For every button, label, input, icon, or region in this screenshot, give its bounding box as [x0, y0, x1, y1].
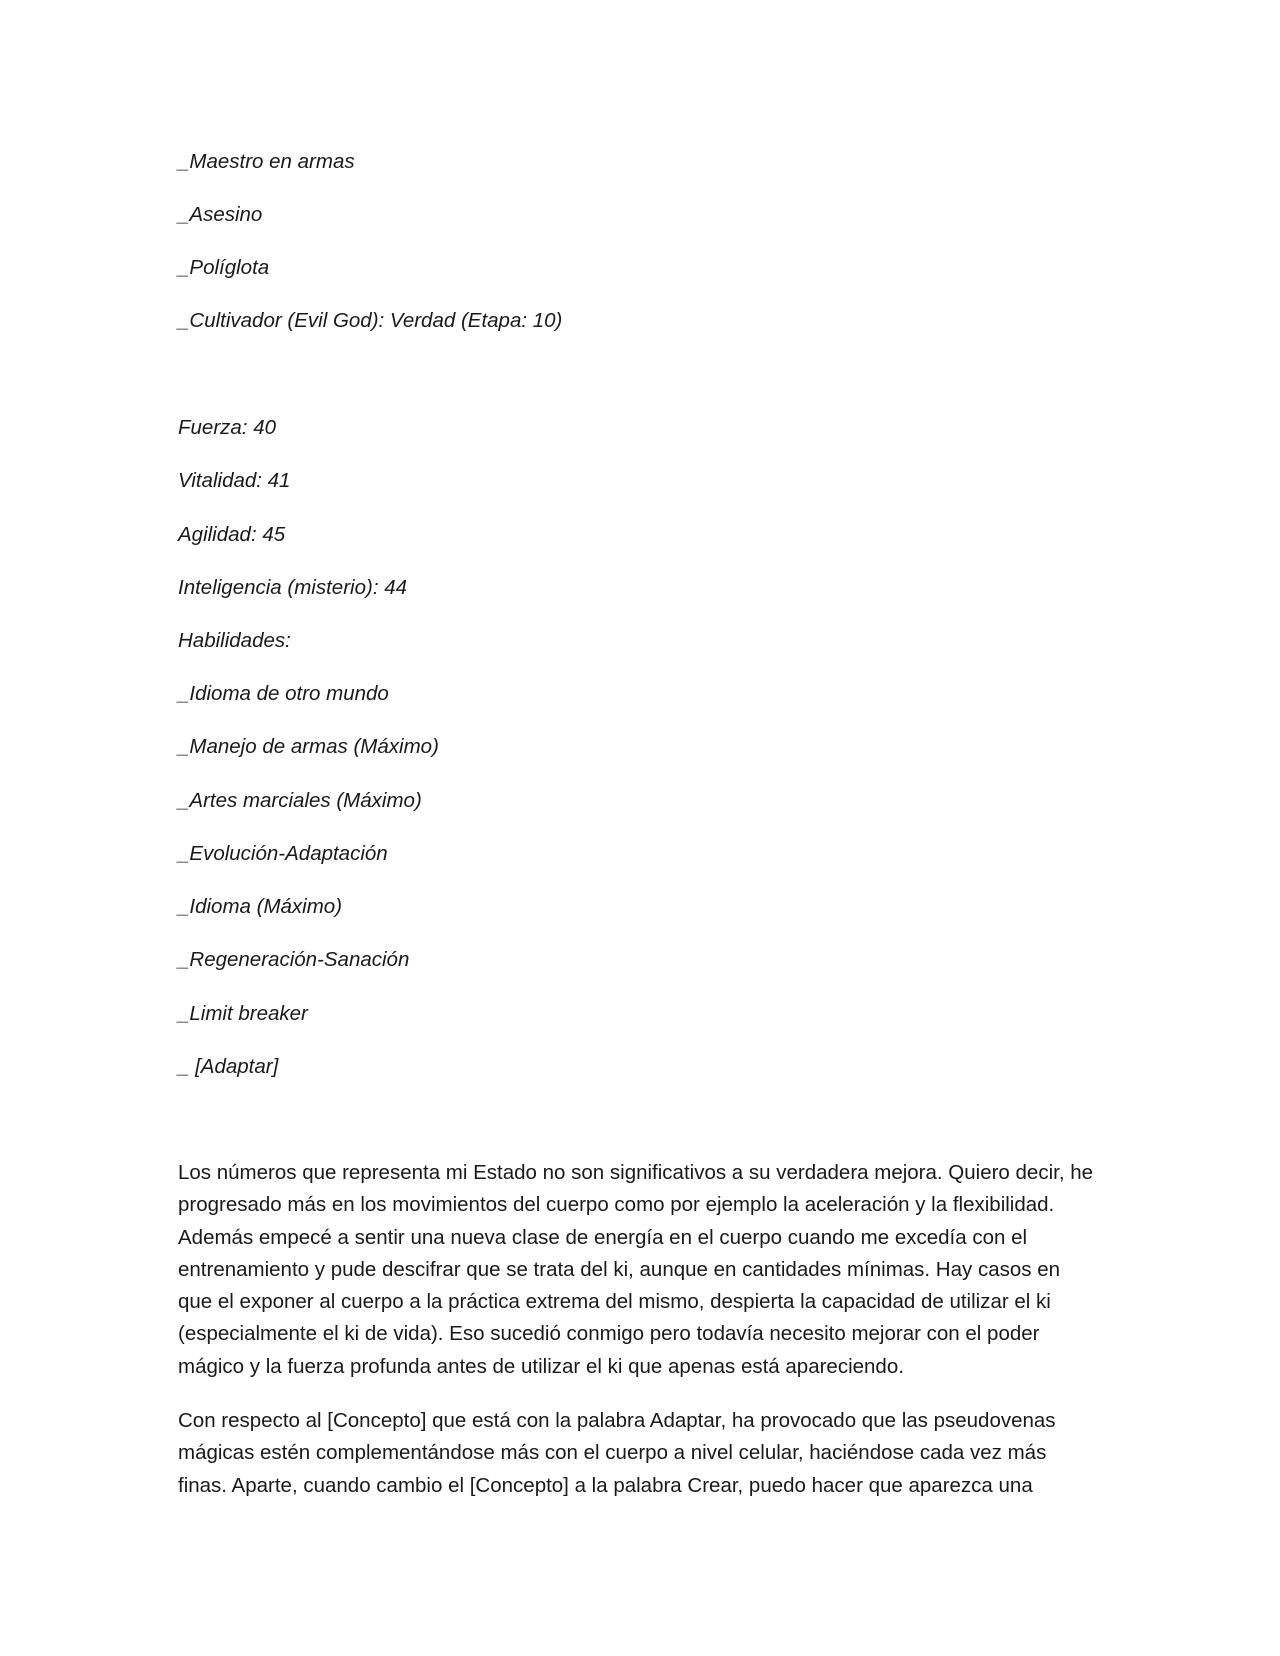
skill-item: _Evolución-Adaptación [178, 842, 388, 865]
title-item: _Cultivador (Evil God): Verdad (Etapa: 10) [178, 309, 563, 332]
stat-line: Inteligencia (misterio): 44 [178, 576, 408, 599]
title-item: _Asesino [178, 203, 263, 226]
stat-line: Fuerza: 40 [178, 416, 276, 439]
body-paragraph: Con respecto al [Concepto] que está con la palabra Adaptar, ha provocado que las pseudovenas mágicas estén complementándose más con el cuerpo a nivel celular, haciéndose cada vez más finas. Aparte, cuando cambio el [Concepto] a la palabra Crear, puedo hacer que aparezca una [178, 1409, 1056, 1497]
skill-item: _ [Adaptar] [178, 1055, 279, 1078]
skill-item: _Idioma de otro mundo [178, 682, 389, 705]
body-paragraph: Los números que representa mi Estado no son significativos a su verdadera mejora. Quiero decir, he progresado más en los movimientos del cuerpo como por ejemplo la aceleración y la flexibilidad. Además empecé a sentir una nueva clase de energía en el cuerpo cuando me excedía con el entrenamiento y pude descifrar que se trata del ki, aunque en cantidades mínimas. Hay casos en que el exponer al cuerpo a la práctica extrema del mismo, despierta la capacidad de utilizar el ki (especialmente el ki de vida). Eso sucedió conmigo pero todavía necesito mejorar con el poder mágico y la fuerza profunda antes de utilizar el ki que apenas está apareciendo. [178, 1161, 1094, 1378]
stat-line: Vitalidad: 41 [178, 469, 291, 492]
stat-line: Agilidad: 45 [178, 523, 286, 546]
skill-item: _Idioma (Máximo) [178, 895, 343, 918]
skill-item: _Limit breaker [178, 1002, 308, 1025]
title-item: _Políglota [178, 256, 270, 279]
skills-heading: Habilidades: [178, 629, 291, 652]
skill-item: _Regeneración-Sanación [178, 948, 410, 971]
title-item: _Maestro en armas [178, 150, 355, 173]
skill-item: _Manejo de armas (Máximo) [178, 735, 439, 758]
skill-item: _Artes marciales (Máximo) [178, 789, 422, 812]
